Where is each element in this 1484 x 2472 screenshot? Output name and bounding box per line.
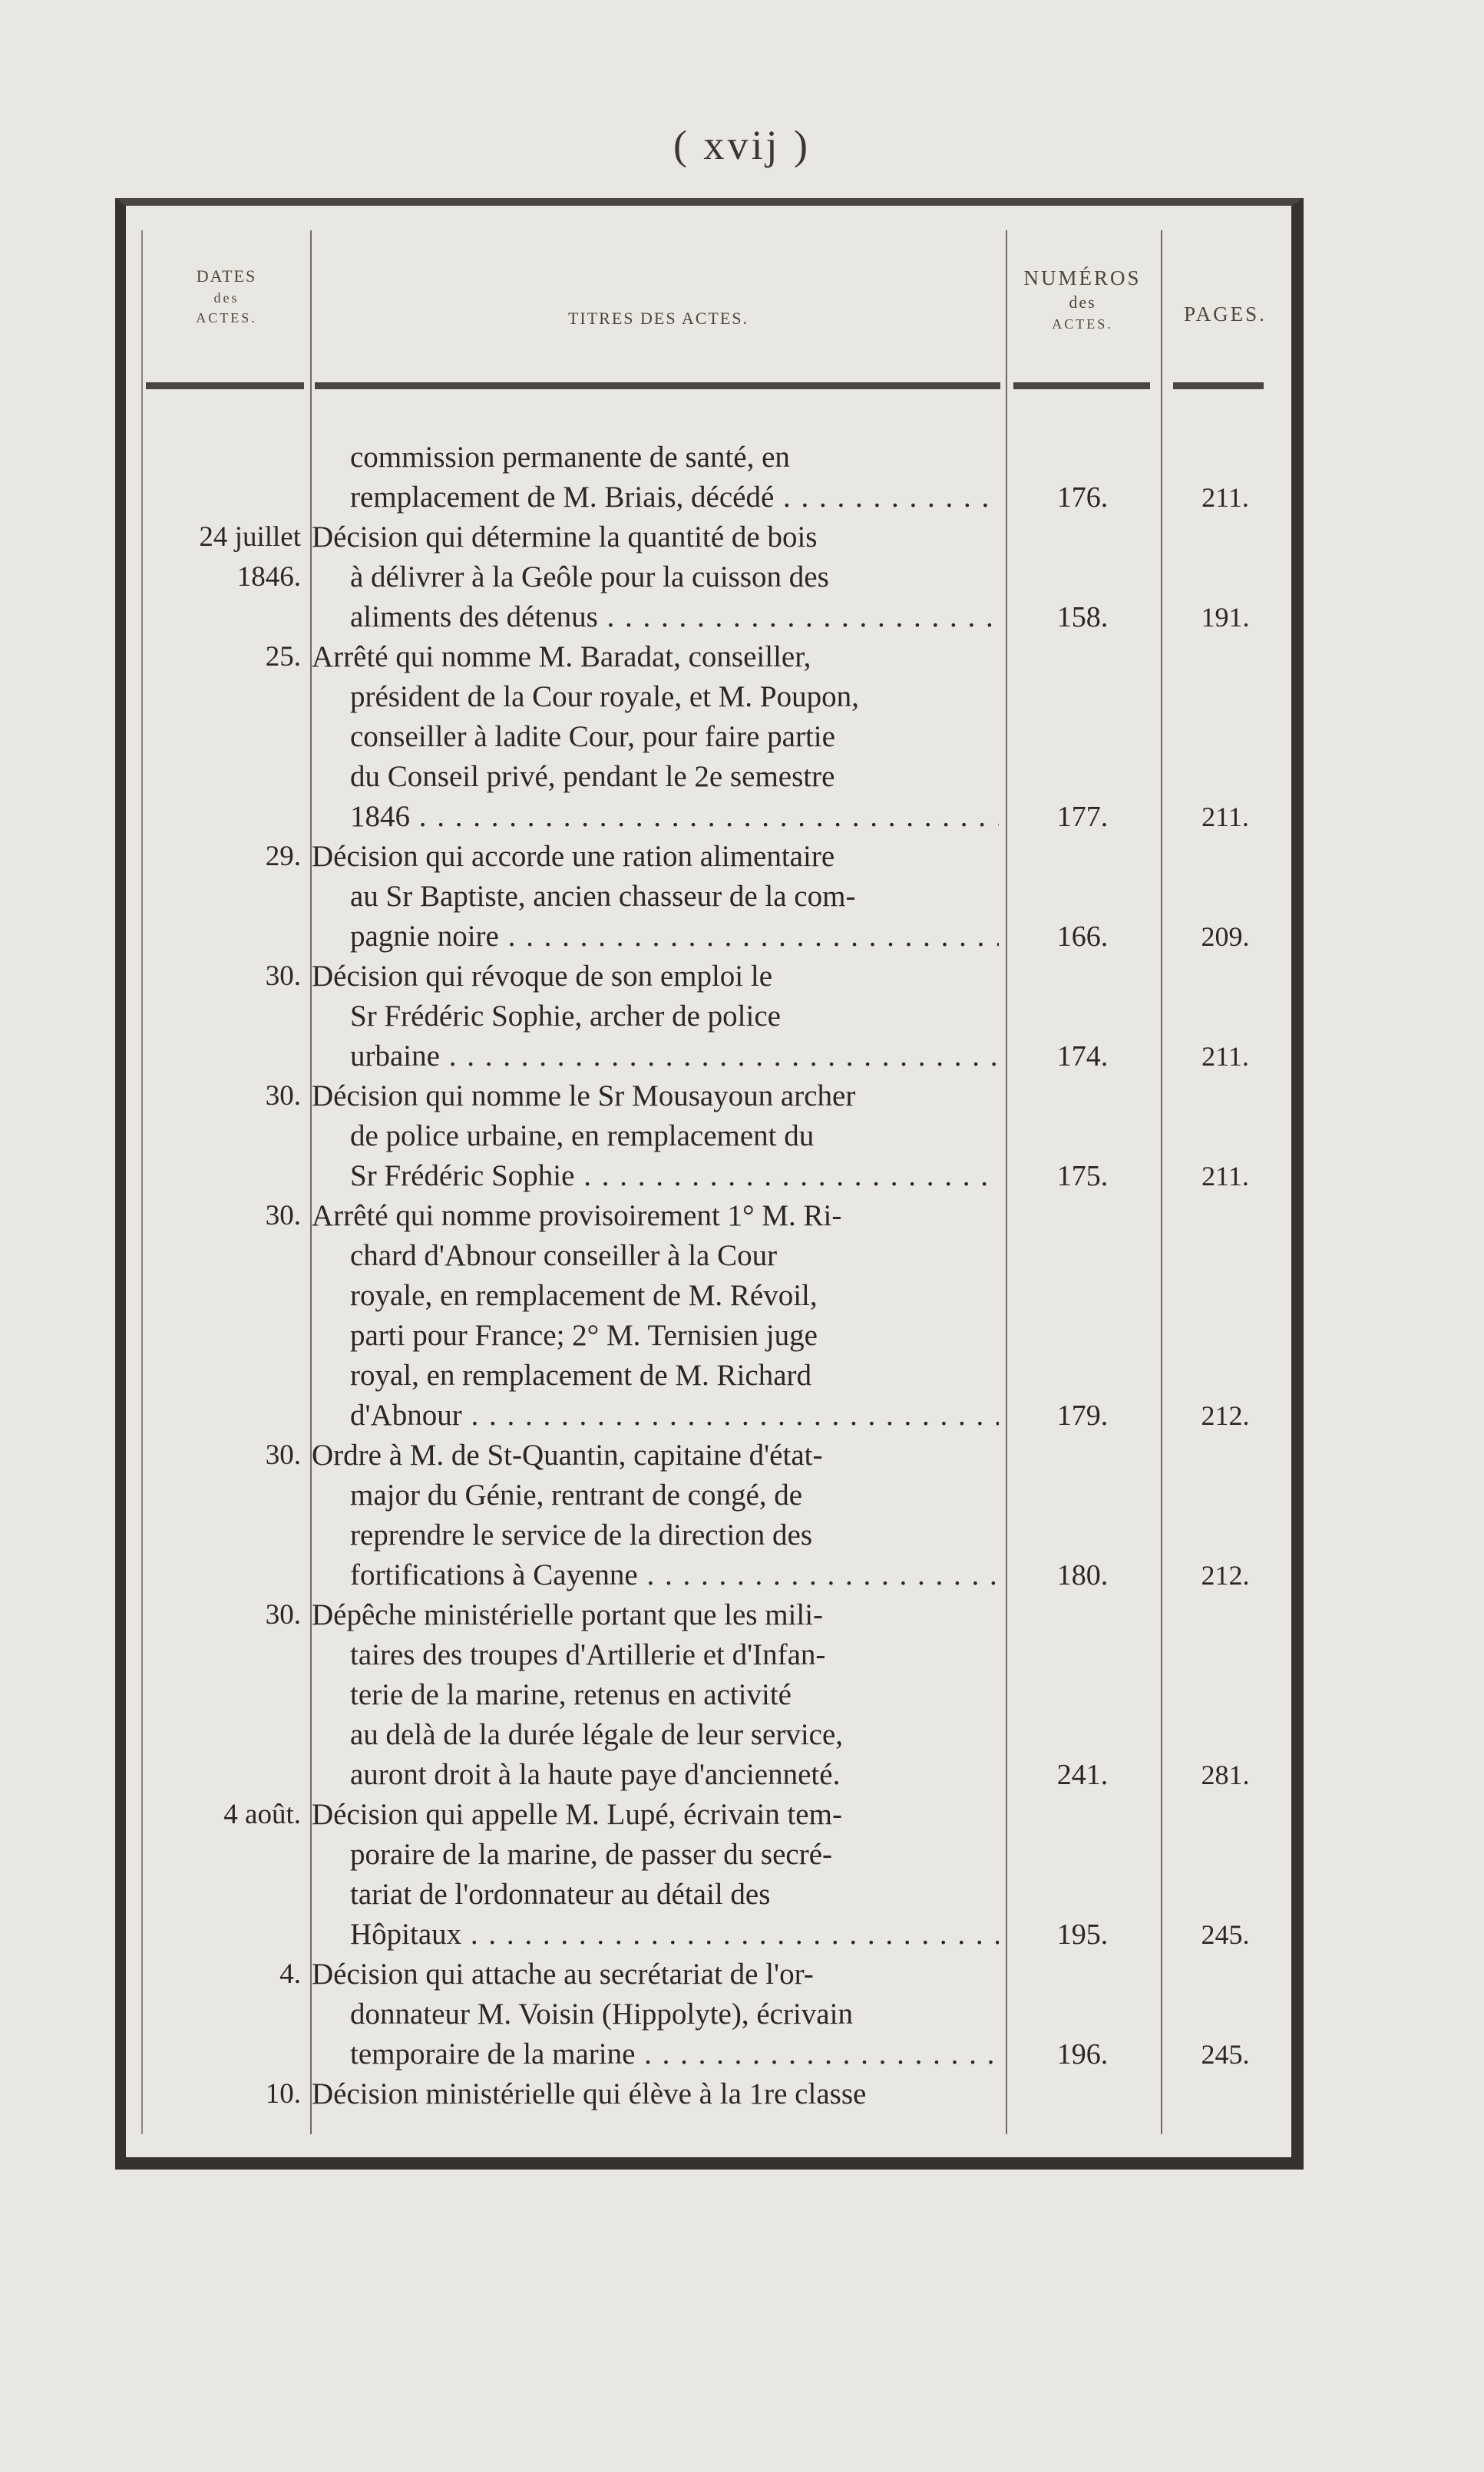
header-numbers: NUMÉROS des ACTES. [1023,266,1142,332]
entry-title-line: 1846 . . . [350,797,999,837]
entry-title-line: Décision qui attache au secrétariat de l'or- [312,1958,814,1991]
entry-title-line: royal, en remplacement de M. Richard [350,1359,812,1392]
entry-title-line: taires des troupes d'Artillerie et d'Infan- [350,1638,826,1671]
header-dates: DATES des ACTES. [196,266,257,326]
entry-number: 177. [1056,801,1109,833]
entry-title-line: Décision ministérielle qui élève à la 1re classe [312,2077,867,2110]
header-separator [146,382,304,389]
entry-title-line: au Sr Baptiste, ancien chasseur de la com- [350,880,856,913]
entry-title-line: Sr Frédéric Sophie . . . [350,1156,999,1196]
entry-date: 10. [265,2078,301,2110]
entry-number: 180. [1056,1559,1109,1591]
inner-left-rule [141,230,143,2134]
entry-title-line: remplacement de M. Briais, décédé . . . [350,478,999,517]
entry-title-line: fortifications à Cayenne . . . [350,1555,999,1595]
header-separator [315,382,1000,389]
entry-title-line: commission permanente de santé, en [350,441,790,474]
entry-title-line: Décision qui accorde une ration alimentaire [312,840,835,873]
entry-title-line: parti pour France; 2° M. Ternisien juge [350,1319,818,1352]
entry-number: 196. [1056,2038,1109,2070]
column-divider [310,230,312,2134]
entry-number: 175. [1056,1160,1109,1192]
entry-title-line: reprendre le service de la direction des [350,1519,813,1552]
entry-number: 241. [1056,1759,1109,1791]
entry-title-line: à délivrer à la Geôle pour la cuisson des [350,560,829,593]
entry-title-line: Hôpitaux . . . [350,1915,999,1955]
entry-number: 195. [1056,1918,1109,1951]
header-separator [1013,382,1150,389]
entry-number: 179. [1056,1400,1109,1432]
entry-title-line: de police urbaine, en remplacement du [350,1119,815,1152]
entry-date: 30. [265,1200,301,1231]
entry-title-line: terie de la marine, retenus en activité [350,1678,792,1711]
header-titles: TITRES DES ACTES. [567,309,749,328]
page-number: ( xvij ) [673,122,811,168]
entry-page: 212. [1201,1560,1250,1591]
entry-title-line: Dépêche ministérielle portant que les mili- [312,1598,824,1631]
entry-number: 166. [1056,920,1109,953]
entry-date: 24 juillet [199,521,301,553]
entry-date: 30. [265,960,301,992]
entry-page: 281. [1201,1760,1250,1790]
entry-title-line: Arrêté qui nomme provisoirement 1° M. Ri- [312,1199,842,1232]
entry-title-line: royale, en remplacement de M. Révoil, [350,1279,818,1312]
entry-title-line: Ordre à M. de St-Quantin, capitaine d'état- [312,1439,823,1472]
column-divider [1161,230,1162,2134]
entry-title-line: Sr Frédéric Sophie, archer de police [350,1000,781,1033]
entry-title-line: d'Abnour . . . [350,1396,999,1436]
entry-page: 211. [1201,801,1249,832]
entry-title-line: major du Génie, rentrant de congé, de [350,1479,803,1512]
entry-title-line: urbaine . . . [350,1036,999,1076]
entry-date: 30. [265,1080,301,1112]
entry-page: 209. [1201,921,1250,952]
entry-date: 30. [265,1439,301,1471]
entry-title-line: conseiller à ladite Cour, pour faire partie [350,720,835,753]
entry-title-line: Décision qui appelle M. Lupé, écrivain tem- [312,1798,842,1831]
entry-number: 158. [1056,601,1109,633]
entry-title-line: poraire de la marine, de passer du secré- [350,1838,833,1871]
entry-page: 245. [1201,2039,1250,2070]
entry-page: 191. [1201,602,1250,633]
entry-date: 4. [279,1958,301,1990]
entry-date: 30. [265,1599,301,1631]
entry-title-line: aliments des détenus . . . [350,597,999,637]
entry-date: 1846. [236,561,301,593]
entry-page: 211. [1201,1041,1249,1072]
entry-title-line: chard d'Abnour conseiller à la Cour [350,1239,778,1272]
entry-title-line: temporaire de la marine . . . [350,2034,999,2074]
header-separator [1173,382,1264,389]
entry-title-line: pagnie noire . . . [350,917,999,957]
entry-date: 4 août. [223,1799,301,1830]
entry-date: 25. [265,641,301,673]
entry-page: 211. [1201,1161,1249,1191]
header-pages: PAGES. [1184,302,1267,326]
entry-number: 174. [1056,1040,1109,1072]
entry-page: 212. [1201,1400,1250,1431]
entry-title-line: tariat de l'ordonnateur au détail des [350,1878,771,1911]
entry-title-line: président de la Cour royale, et M. Poupon, [350,680,859,713]
entry-title-line: Décision qui révoque de son emploi le [312,960,773,993]
entry-page: 245. [1201,1919,1250,1950]
entry-title-line: Arrêté qui nomme M. Baradat, conseiller, [312,640,811,673]
entry-date: 29. [265,841,301,872]
entry-title-line: du Conseil privé, pendant le 2e semestre [350,760,835,793]
entry-title-line: au delà de la durée légale de leur service, [350,1718,844,1751]
entry-title-line: Décision qui détermine la quantité de bois [312,521,818,554]
entry-title-line: Décision qui nomme le Sr Mousayoun archer [312,1079,856,1112]
entry-page: 211. [1201,482,1249,513]
entry-number: 176. [1056,481,1109,514]
entry-title-line: auront droit à la haute paye d'ancienneté. [350,1758,841,1791]
entry-title-line: donnateur M. Voisin (Hippolyte), écrivain [350,1998,853,2031]
